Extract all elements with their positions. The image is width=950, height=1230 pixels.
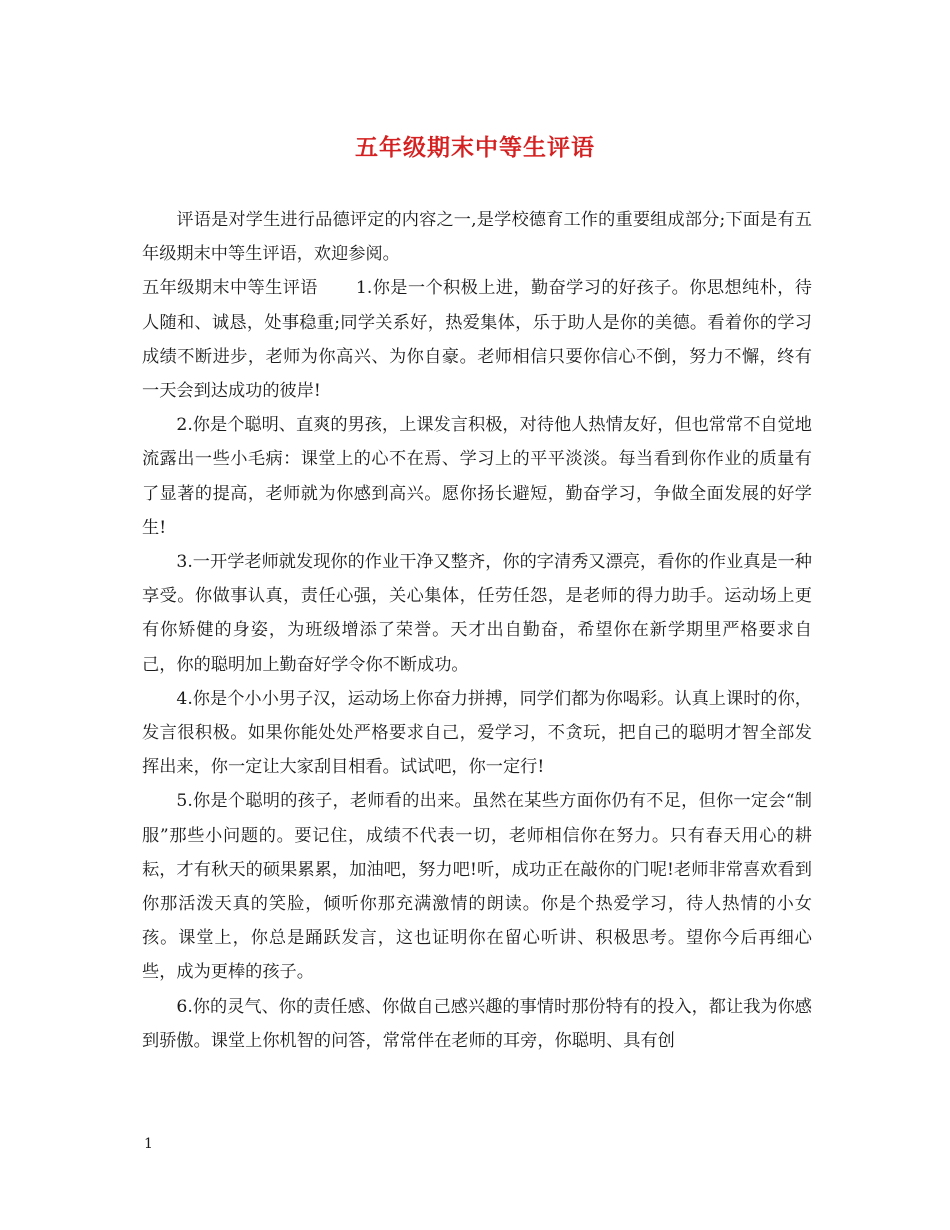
- comment-text-1: 1.你是一个积极上进，勤奋学习的好孩子。你思想纯朴，待人随和、诚恳，处事稳重;同学关系好，热爱集体，乐于助人是你的美德。看着你的学习成绩不断进步，老师为你高兴、为你自豪。老师相信只要你信心不倒，努力不懈，终有一天会到达成功的彼岸!: [142, 278, 812, 402]
- comment-paragraph-1: [142, 271, 812, 408]
- comment-paragraph-3: 3.一开学老师就发现你的作业干净又整齐，你的字清秀又漂亮，看你的作业真是一种享受。你做事认真，责任心强，关心集体，任劳任怨，是老师的得力助手。运动场上更有你矫健的身姿，为班级增添了荣誉。天才出自勤奋，希望你在新学期里严格要求自己，你的聪明加上勤奋好学令你不断成功。: [142, 552, 812, 675]
- document-body: [142, 203, 812, 1058]
- comment-paragraph-5: 5.你是个聪明的孩子，老师看的出来。虽然在某些方面你仍有不足，但你一定会“制服”那些小问题的。要记住，成绩不代表一切，老师相信你在努力。只有春天用心的耕耘，才有秋天的硕果累累，加油吧，努力吧!听，成功正在敲你的门呢!老师非常喜欢看到你那活泼天真的笑脸，倾听你那充满激情的朗读。你是个热爱学习，待人热情的小女孩。课堂上，你总是踊跃发言，这也证明你在留心听讲、积极思考。望你今后再细心些，成为更棒的孩子。: [142, 791, 812, 983]
- comment-paragraph-4: 4.你是个小小男子汉，运动场上你奋力拼搏，同学们都为你喝彩。认真上课时的你，发言很积极。如果你能处处严格要求自己，爱学习，不贪玩，把自己的聪明才智全部发挥出来，你一定让大家刮目相看。试试吧，你一定行!: [142, 688, 812, 778]
- intro-paragraph: 评语是对学生进行品德评定的内容之一,是学校德育工作的重要组成部分;下面是有五年级期末中等生评语，欢迎参阅。: [142, 210, 812, 265]
- comment-paragraph-6: 6.你的灵气、你的责任感、你做自己感兴趣的事情时那份特有的投入，都让我为你感到骄傲。课堂上你机智的问答，常常伴在老师的耳旁，你聪明、具有创: [142, 996, 812, 1051]
- page-number: 1: [144, 1136, 153, 1152]
- section-heading: 五年级期末中等生评语: [142, 278, 318, 299]
- document-title: 五年级期末中等生评语: [355, 134, 595, 161]
- comment-paragraph-2: 2.你是个聪明、直爽的男孩，上课发言积极，对待他人热情友好，但也常常不自觉地流露出一些小毛病：课堂上的心不在焉、学习上的平平淡淡。每当看到你作业的质量有了显著的提高，老师就为你感到高兴。愿你扬长避短，勤奋学习，争做全面发展的好学生!: [142, 415, 812, 538]
